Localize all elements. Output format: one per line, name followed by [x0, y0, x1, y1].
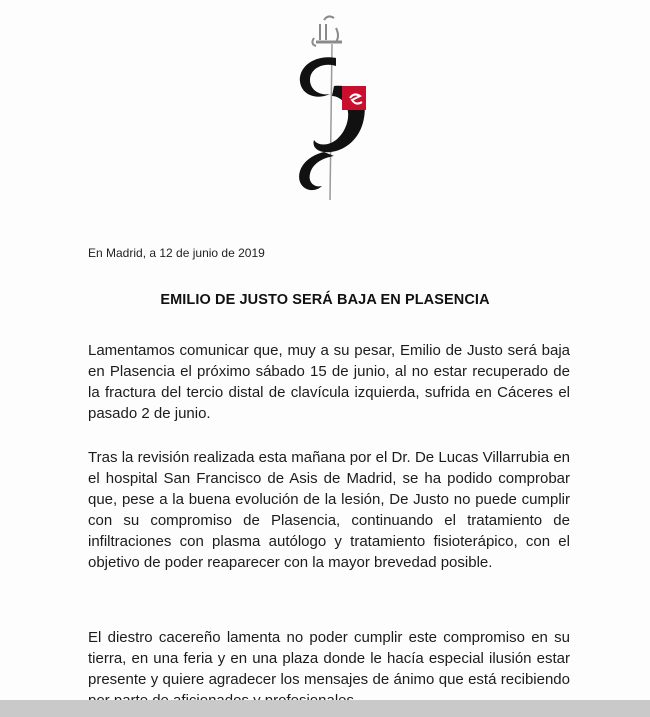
sword-blade-icon	[330, 44, 332, 200]
monogram-lower-tail	[299, 152, 334, 190]
paragraph: El diestro cacereño lamenta no poder cumplir este compromiso en su tierra, en una feria y en una plaza donde le hacía especial ilusión estar presente y quiere agradecer los mensajes de ánimo que está recibiendo	[88, 629, 570, 688]
date-line: En Madrid, a 12 de junio de 2019	[88, 246, 265, 260]
bullfighter-monogram-logo-icon	[276, 14, 386, 214]
document-title: EMILIO DE JUSTO SERÁ BAJA EN PLASENCIA	[160, 292, 490, 308]
sword-hilt-icon	[312, 16, 342, 46]
paragraph: Tras la revisión realizada esta mañana por el Dr. De Lucas Villarrubia en el hospital San Francisco de Asis de Madrid, se ha podido comprobar que, pese a la buena evolución de la lesión, De Justo no puede cumplir con su compromiso de Plasencia, continuando el tratamiento de infiltraciones con plasma autólogo y tratamiento fisioterápico, con el objetivo de poder reaparecer con la mayor brevedad posible.	[88, 449, 570, 571]
bottom-overlay-bar	[0, 700, 650, 717]
red-badge-icon	[342, 86, 366, 110]
monogram-upper-loop	[300, 57, 336, 96]
paragraph: Lamentamos comunicar que, muy a su pesar, Emilio de Justo será baja en Plasencia el próximo sábado 15 de junio, al no estar recuperado de la fractura del tercio distal de clavícula izquierda, sufrida en Cáceres el pasado 2 de junio.	[88, 342, 570, 422]
